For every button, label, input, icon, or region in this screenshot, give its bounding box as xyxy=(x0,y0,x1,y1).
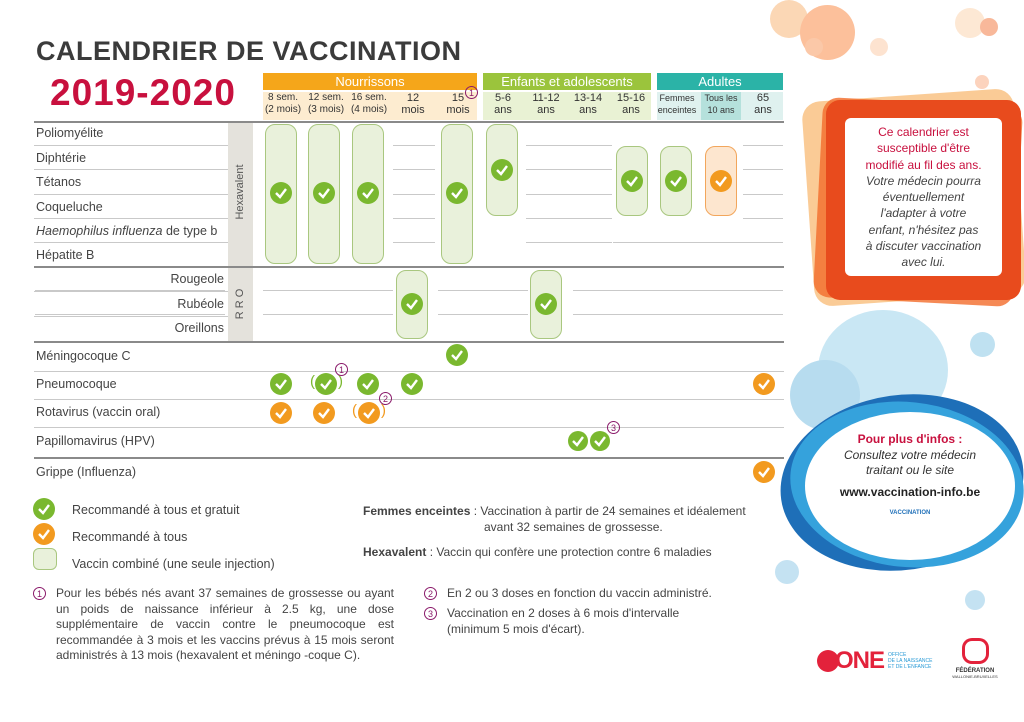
check-icon-green xyxy=(491,159,513,181)
col-header xyxy=(568,92,608,120)
notice-inner xyxy=(845,118,1002,276)
note-femmes xyxy=(363,504,783,520)
note-hexa-text: : Vaccin qui confère une protection contre 6 maladies xyxy=(426,545,712,559)
col-l1: 15-16 xyxy=(616,92,646,104)
check-icon-green xyxy=(401,293,423,315)
legend-combined-label: Vaccin combiné (une seule injection) xyxy=(72,557,275,571)
col-header xyxy=(743,92,783,120)
col-l2: mois xyxy=(401,104,425,116)
hexavalent-label: Hexavalent xyxy=(234,164,246,220)
row-label-rotavirus: Rotavirus (vaccin oral) xyxy=(36,405,161,419)
optional-paren-right: ) xyxy=(381,402,386,419)
col-header xyxy=(655,92,699,120)
one-logo xyxy=(817,647,932,675)
decor-bubble xyxy=(870,38,888,56)
notice-line: éventuellement xyxy=(882,190,965,205)
decor-bubble xyxy=(775,560,799,584)
col-header xyxy=(347,92,391,120)
federation-text: FÉDÉRATION xyxy=(955,668,995,674)
federation-logo xyxy=(945,634,1005,679)
col-l1: 13-14 xyxy=(573,92,603,104)
footnote-marker-3: 3 xyxy=(607,421,620,434)
footnote-3: Vaccination en 2 doses à 6 mois d'intervalle (minimum 5 mois d'écart). xyxy=(447,606,680,636)
vaccination-logo: VACCINATION xyxy=(889,510,931,516)
col-l2: ans xyxy=(622,104,640,116)
col-l2: enceintes xyxy=(657,105,697,115)
col-l1: 11-12 xyxy=(532,92,560,104)
col-l1: Tous les xyxy=(704,93,738,103)
row-label-oreillons: Oreillons xyxy=(174,321,224,335)
col-header xyxy=(392,92,434,120)
group-nourrissons: Nourrissons xyxy=(263,73,477,90)
footnote-1: Pour les bébés nés avant 37 semaines de grossesse ou ayant un poids de naissance inférieur à 2.5 kg, une dose supplémentaire de vaccin contre le pneumocoque est recommandée à 3 mois et les vaccins prévus à 15 mois seront administrés à 13 mois (hexavalent et méningo -coque C). xyxy=(56,586,394,662)
one-sub: DE LA NAISSANCE xyxy=(888,658,933,664)
legend-check-green-icon xyxy=(33,498,55,520)
check-icon-orange xyxy=(710,170,732,192)
footnote-num-1: 1 xyxy=(33,587,46,600)
col-header xyxy=(701,92,741,120)
rro-label: R R O xyxy=(234,288,246,320)
notice-line: susceptible d'être xyxy=(876,141,970,156)
notice-line: Votre médecin pourra xyxy=(866,173,981,188)
col-l1: 12 xyxy=(406,92,420,104)
footnote-marker-1: 1 xyxy=(335,363,348,376)
optional-paren-right: ) xyxy=(338,373,343,390)
col-l2: 10 ans xyxy=(707,105,735,115)
notice-line: Ce calendrier est xyxy=(878,125,969,139)
info-text xyxy=(820,432,1000,522)
col-l1: 15 xyxy=(451,92,465,104)
check-icon-green xyxy=(568,431,588,451)
check-icon-green xyxy=(270,182,292,204)
col-l2: ans xyxy=(579,104,597,116)
info-title: Pour plus d'infos : xyxy=(857,432,963,446)
col-l2: ans xyxy=(754,104,772,116)
decor-bubble xyxy=(805,38,823,56)
check-icon-orange xyxy=(270,402,292,424)
check-icon-green xyxy=(446,182,468,204)
decor-bubble xyxy=(975,75,989,89)
footnote-marker-1: 1 xyxy=(465,86,478,99)
check-icon-green xyxy=(313,182,335,204)
row-label-diphterie: Diphtérie xyxy=(36,151,87,165)
row-label-hepatite: Hépatite B xyxy=(36,248,95,262)
col-l2: (2 mois) xyxy=(264,104,302,115)
decor-bubble xyxy=(980,18,998,36)
one-logo-text: ONE xyxy=(835,647,885,674)
cell-grid-rro xyxy=(263,268,783,341)
note-hexavalent xyxy=(363,545,783,561)
one-sub: ET DE L'ENFANCE xyxy=(888,664,932,670)
year-title: 2019-2020 xyxy=(50,72,236,113)
row-label-haemophilus xyxy=(36,224,217,238)
check-icon-green xyxy=(665,170,687,192)
one-sub: OFFICE xyxy=(888,652,907,658)
check-icon-green xyxy=(270,373,292,395)
footnote-num-3: 3 xyxy=(424,607,437,620)
group-enfants: Enfants et adolescents xyxy=(483,73,651,90)
check-icon-green xyxy=(621,170,643,192)
check-icon-orange xyxy=(753,461,775,483)
col-header xyxy=(526,92,566,120)
footnote-num-2: 2 xyxy=(424,587,437,600)
col-l1: Femmes xyxy=(659,93,695,103)
notice-line: l'adapter à votre xyxy=(880,206,967,221)
haemophilus-rest: de type b xyxy=(162,224,218,238)
notice-line: à discuter vaccination xyxy=(865,239,982,254)
footnote-2: En 2 ou 3 doses en fonction du vaccin administré. xyxy=(447,586,712,600)
col-l2: ans xyxy=(537,104,555,116)
notice-line: modifié au fil des ans. xyxy=(865,157,982,172)
col-l1: 5-6 xyxy=(495,92,511,104)
row-label-polio: Poliomyélite xyxy=(36,126,104,140)
col-header xyxy=(611,92,651,120)
col-l1: 65 xyxy=(756,92,770,104)
note-femmes-text: : Vaccination à partir de 24 semaines et idéalement xyxy=(470,504,746,518)
legend-check-orange-icon xyxy=(33,523,55,545)
col-l1: 12 sem. xyxy=(308,92,344,103)
check-icon-green xyxy=(357,373,379,395)
info-url[interactable]: www.vaccination-info.be xyxy=(839,484,981,499)
col-header xyxy=(304,92,348,120)
check-icon-orange xyxy=(358,402,380,424)
optional-paren-left: ( xyxy=(310,373,315,390)
col-l2: (4 mois) xyxy=(350,104,388,115)
row-label-rubeole: Rubéole xyxy=(177,297,224,311)
notice-line: avec lui. xyxy=(901,255,946,270)
check-icon-green xyxy=(315,373,337,395)
footnote-marker-2: 2 xyxy=(379,392,392,405)
row-label-coqueluche: Coqueluche xyxy=(36,200,103,214)
info-line: Consultez votre médecin xyxy=(843,447,977,462)
note-femmes-2: avant 32 semaines de grossesse. xyxy=(484,520,663,534)
note-hexa-label: Hexavalent xyxy=(363,545,427,559)
notice-line: enfant, n'hésitez pas xyxy=(868,222,979,237)
decor-bubble xyxy=(970,332,995,357)
federation-emblem-icon xyxy=(960,634,990,662)
col-l2: mois xyxy=(446,104,470,116)
info-line: traitant ou le site xyxy=(865,463,955,477)
check-icon-green xyxy=(590,431,610,451)
haemophilus-italic: Haemophilus influenza xyxy=(36,224,163,238)
group-adultes: Adultes xyxy=(657,73,783,90)
row-label-rougeole: Rougeole xyxy=(170,272,224,286)
check-icon-orange xyxy=(753,373,775,395)
legend-green-label: Recommandé à tous et gratuit xyxy=(72,503,240,517)
decor-bubble xyxy=(965,590,985,610)
federation-text: WALLONIE-BRUXELLES xyxy=(952,674,998,679)
check-icon-green xyxy=(535,293,557,315)
row-label-pneumo: Pneumocoque xyxy=(36,377,117,391)
col-l1: 16 sem. xyxy=(351,92,387,103)
optional-paren-left: ( xyxy=(352,402,357,419)
col-l2: ans xyxy=(494,104,512,116)
col-header xyxy=(483,92,523,120)
check-icon-green xyxy=(446,344,468,366)
legend-orange-label: Recommandé à tous xyxy=(72,530,188,544)
check-icon-green xyxy=(401,373,423,395)
row-label-grippe: Grippe (Influenza) xyxy=(36,465,137,479)
legend-combined-icon xyxy=(33,548,57,570)
note-femmes-label: Femmes enceintes xyxy=(363,504,471,518)
row-label-meningo: Méningocoque C xyxy=(36,349,131,363)
col-l2: (3 mois) xyxy=(307,104,345,115)
col-l1: 8 sem. xyxy=(267,92,298,103)
row-label-hpv: Papillomavirus (HPV) xyxy=(36,434,155,448)
row-label-tetanos: Tétanos xyxy=(36,175,82,189)
check-icon-green xyxy=(357,182,379,204)
check-icon-orange xyxy=(313,402,335,424)
page-title: CALENDRIER DE VACCINATION xyxy=(36,36,462,66)
col-header xyxy=(261,92,305,120)
